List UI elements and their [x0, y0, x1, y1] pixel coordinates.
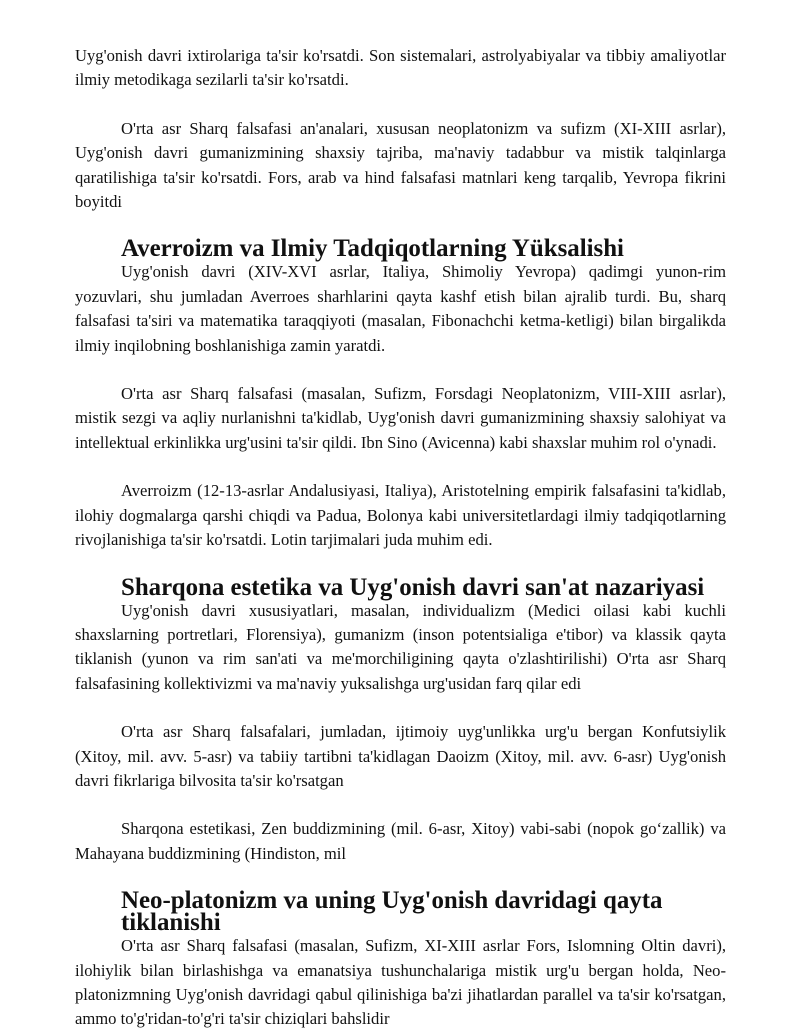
section-heading-neoplatonism: Neo-platonizm va uning Uyg'onish davridagi qayta tiklanishi [121, 887, 663, 937]
paragraph-zen-aesthetics: Sharqona estetikasi, Zen buddizmining (mil. 6-asr, Xitoy) vabi-sabi (nopok go‘zallik) va Mahayana buddizmining (Hindiston, mil [75, 819, 726, 863]
paragraph-eastern-mysticism: O'rta asr Sharq falsafasi (masalan, Sufizm, Forsdagi Neoplatonizm, VIII-XIII asrlar), mistik sezgi va aqliy nurlanishni ta'kidlab, Uyg'onish davri gumanizmining shaxsiy salohiyat va intellektual erkinlikka urg'usini ta'sir qildi. Ibn Sino (Avicenna) kabi shaxslar muhim rol o'ynadi. [75, 384, 726, 452]
document-page [75, 44, 726, 1032]
section-heading-eastern-aesthetics: Sharqona estetika va Uyg'onish davri san'at nazariyasi [121, 573, 705, 601]
section-heading-averroism: Averroizm va Ilmiy Tadqiqotlarning Yüksalishi [121, 235, 624, 263]
paragraph-intro-continuation: Uyg'onish davri ixtirolariga ta'sir ko'rsatdi. Son sistemalari, astrolyabiyalar va tibbiy amaliyotlar ilmiy metodikaga sezilarli ta'sir ko'rsatdi. [75, 46, 726, 90]
paragraph-sufism-influence: O'rta asr Sharq falsafasi an'analari, xususan neoplatonizm va sufizm (XI-XIII asrlar), Uyg'onish davri gumanizmining shaxsiy tajriba, ma'naviy tadabbur va mistik talqinlarga qaratilishiga ta'sir ko'rsatdi. Fors, arab va hind falsafasi matnlari keng tarqalib, Yevropa fikrini boyitdi [75, 118, 726, 212]
paragraph-averroism-universities: Averroizm (12-13-asrlar Andalusiyasi, Italiya), Aristotelning empirik falsafasini ta'kidlab, ilohiy dogmalarga qarshi chiqdi va Padua, Bolonya kabi universitetlardagi ilmiy tadqiqotlarning rivojlanishiga ta'sir ko'rsatdi. Lotin tarjimalari juda muhim edi. [75, 481, 726, 550]
paragraph-neoplatonism-revival: O'rta asr Sharq falsafasi (masalan, Sufizm, XI-XIII asrlar Fors, Islomning Oltin davri), ilohiylik bilan birlashishga va emanatsiya tushunchalariga mistik urg'u bergan holda, Neo-platonizmning Uyg'onish davridagi qabul qilinishiga ba'zi jihatlardan parallel va ta'sir ko'rsatgan, ammo to'g'ridan-to'g'ri ta'sir chiziqlari bahslidir [75, 936, 726, 1029]
paragraph-renaissance-rediscovery: Uyg'onish davri (XIV-XVI asrlar, Italiya, Shimoliy Yevropa) qadimgi yunon-rim yozuvlari, shu jumladan Averroes sharhlarini qayta kashf etish bilan ajralib turdi. Bu, sharq falsafasi ta'siri va matematika taraqqiyoti (masalan, Fibonachchi ketma-ketligi) bilan birgalikda ilmiy inqilobning boshlanishiga zamin yaratdi. [75, 262, 726, 355]
paragraph-renaissance-features: Uyg'onish davri xususiyatlari, masalan, individualizm (Medici oilasi kabi kuchli shaxslarning portretlari, Florensiya), gumanizm (inson potentsialiga e'tibor) va klassik qayta tiklanish (yunon va rim san'ati va me'morchiligining qayta o'zlashtirilishi) O'rta asr Sharq falsafasining kollektivizmi va ma'naviy yuksalishga urg'usidan farq qilar edi [75, 600, 726, 693]
paragraph-confucianism-daoism: O'rta asr Sharq falsafalari, jumladan, ijtimoiy uyg'unlikka urg'u bergan Konfutsiylik (Xitoy, mil. avv. 5-asr) va tabiiy tartibni ta'kidlagan Daoizm (Xitoy, mil. avv. 6-asr) Uyg'onish davri fikrlariga bilvosita ta'sir ko'rsatgan [75, 722, 726, 790]
